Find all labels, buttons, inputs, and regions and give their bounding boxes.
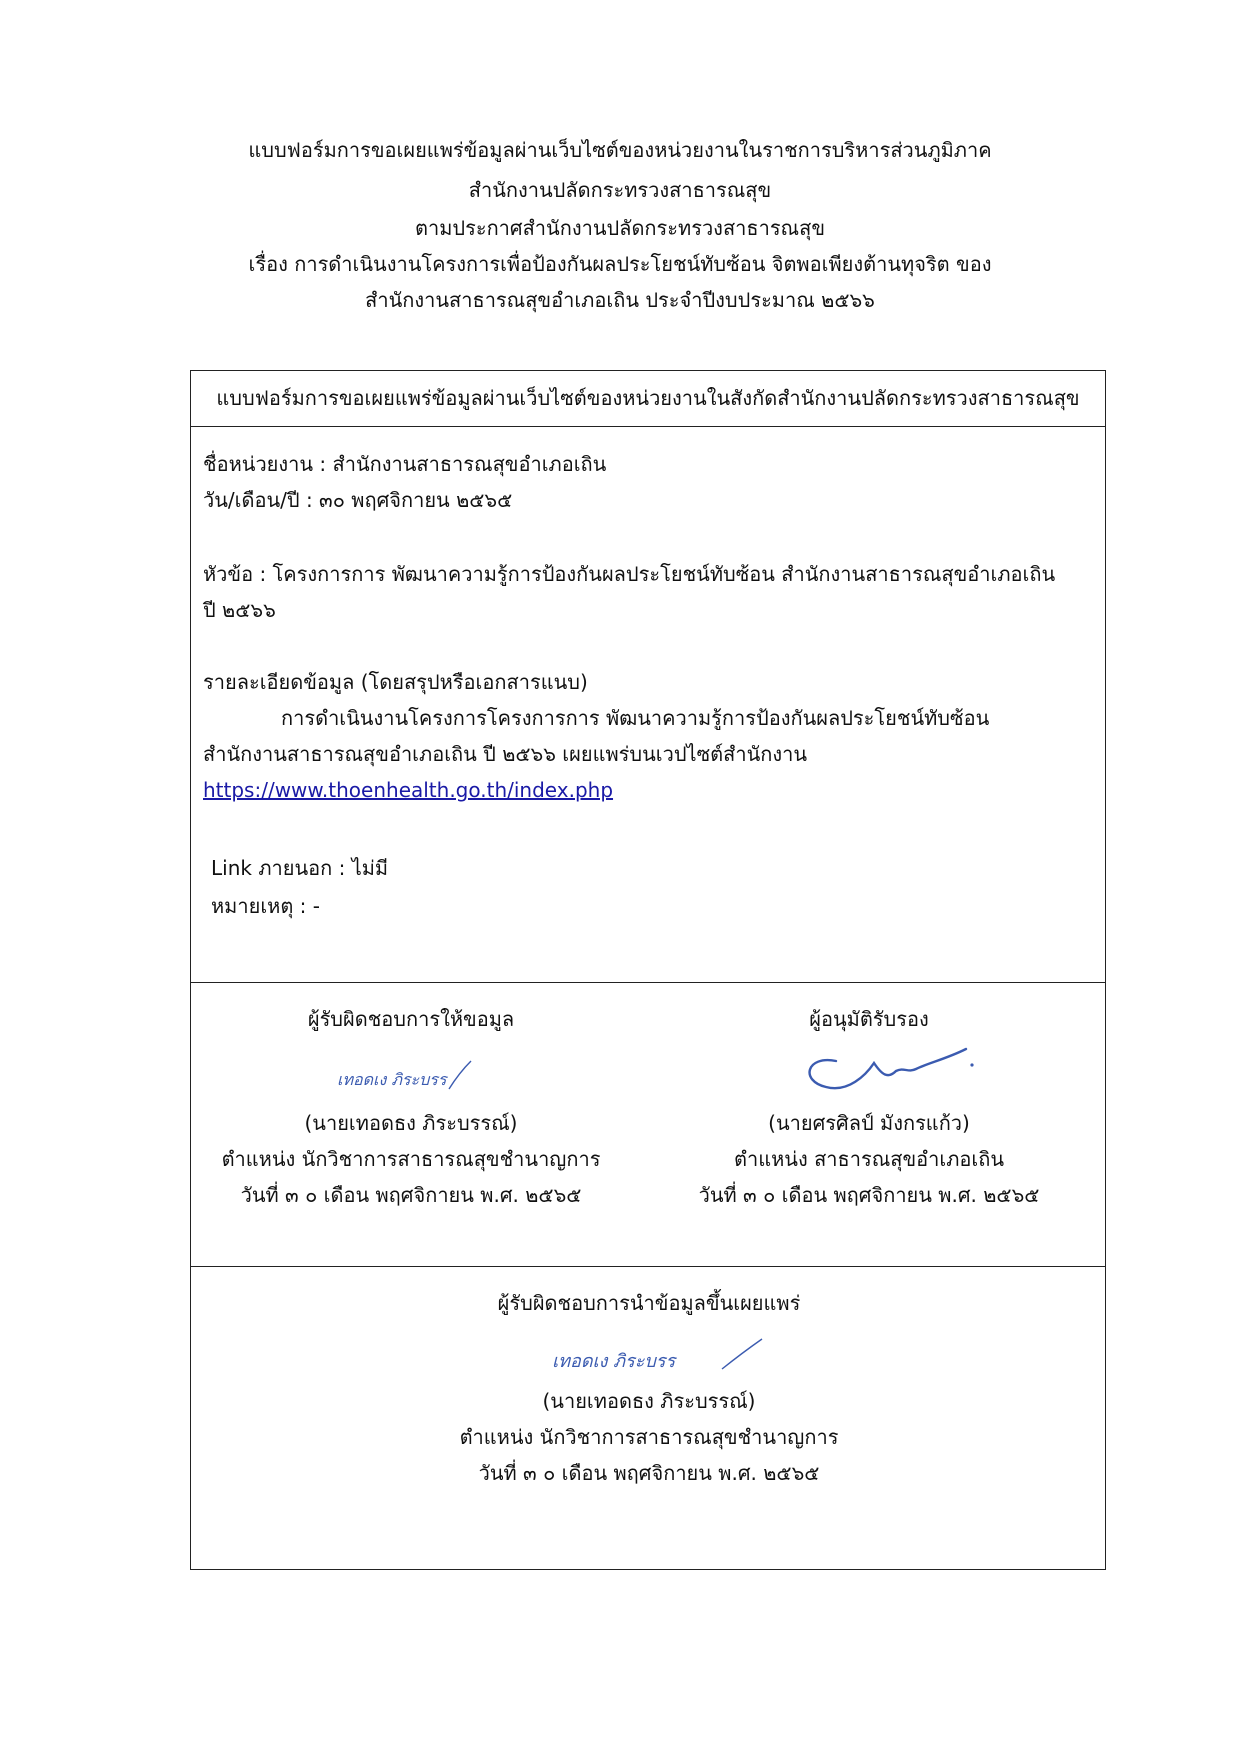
publisher-position: ตำแหน่ง นักวิชาการสาธารณสุขชำนาญการ [459,1425,839,1449]
provider-position: ตำแหน่ง นักวิชาการสาธารณสุขชำนาญการ [221,1147,601,1171]
header-line-1: แบบฟอร์มการขอเผยแพร่ข้อมูลผ่านเว็บไซต์ของหน่วยงานในราชการบริหารส่วนภูมิภาค [248,138,992,162]
publisher-name: (นายเทอดธง ภิระบรรณ์) [542,1389,756,1413]
approver-heading: ผู้อนุมัติรับรอง [809,1007,929,1031]
detail-url-link[interactable]: https://www.thoenhealth.go.th/index.php [203,778,614,802]
provider-signature [331,1055,491,1105]
publication-form [190,370,1106,1570]
provider-name: (นายเทอดธง ภิระบรรณ์) [304,1111,518,1135]
form-title-row [191,371,1105,427]
topic-line-1: หัวข้อ : โครงการการ พัฒนาความรู้การป้องกันผลประโยชน์ทับซ้อน สำนักงานสาธารณสุขอำเภอเถิน [203,562,1056,586]
detail-line-1: การดำเนินงานโครงการโครงการการ พัฒนาความรู้การป้องกันผลประโยชน์ทับซ้อน [281,706,990,730]
publisher-signature [546,1333,776,1383]
form-title: แบบฟอร์มการขอเผยแพร่ข้อมูลผ่านเว็บไซต์ของหน่วยงานในสังกัดสำนักงานปลัดกระทรวงสาธารณสุข [216,386,1080,410]
publisher-block [191,1383,1107,1491]
header-line-2: สำนักงานปลัดกระทรวงสาธารณสุข [468,178,772,202]
document-header [0,130,1240,318]
approver-block [631,1105,1107,1213]
agency-name: ชื่อหน่วยงาน : สำนักงานสาธารณสุขอำเภอเถิน [203,452,607,476]
approver-date: วันที่ ๓ ๐ เดือน พฤศจิกายน พ.ศ. ๒๕๖๕ [698,1183,1040,1207]
header-line-5: สำนักงานสาธารณสุขอำเภอเถิน ประจำปีงบประมาณ ๒๕๖๖ [365,288,875,312]
provider-date: วันที่ ๓ ๐ เดือน พฤศจิกายน พ.ศ. ๒๕๖๕ [240,1183,582,1207]
detail-line-2: สำนักงานสาธารณสุขอำเภอเถิน ปี ๒๕๖๖ เผยแพร่บนเวปไซต์สำนักงาน [203,742,808,766]
provider-heading: ผู้รับผิดชอบการให้ขอมูล [307,1007,515,1031]
form-date: วัน/เดือน/ปี : ๓๐ พฤศจิกายน ๒๕๖๕ [203,488,513,512]
topic-line-2: ปี ๒๕๖๖ [203,598,276,622]
header-line-3: ตามประกาศสำนักงานปลัดกระทรวงสาธารณสุข [414,216,825,240]
external-link: Link ภายนอก : ไม่มี [211,856,389,880]
remark: หมายเหตุ : - [211,894,320,918]
form-details-row [191,427,1105,983]
provider-signature-text: เทอดเง ภิระบรร [337,1070,447,1089]
header-line-4: เรื่อง การดำเนินงานโครงการเพื่อป้องกันผลประโยชน์ทับซ้อน จิตพอเพียงต้านทุจริต ของ [248,252,992,276]
provider-block [191,1105,631,1213]
publisher-signature-text: เทอดเง ภิระบรร [552,1351,676,1372]
signature-row [191,983,1105,1267]
publisher-row [191,1267,1105,1569]
publisher-heading: ผู้รับผิดชอบการนำข้อมูลขึ้นเผยแพร่ [497,1291,801,1315]
approver-signature-icon [796,1045,976,1105]
publisher-date: วันที่ ๓ ๐ เดือน พฤศจิกายน พ.ศ. ๒๕๖๕ [478,1461,820,1485]
approver-position: ตำแหน่ง สาธารณสุขอำเภอเถิน [733,1147,1005,1171]
approver-name: (นายศรศิลป์ มังกรแก้ว) [768,1111,970,1135]
detail-heading: รายละเอียดข้อมูล (โดยสรุปหรือเอกสารแนบ) [203,670,588,694]
